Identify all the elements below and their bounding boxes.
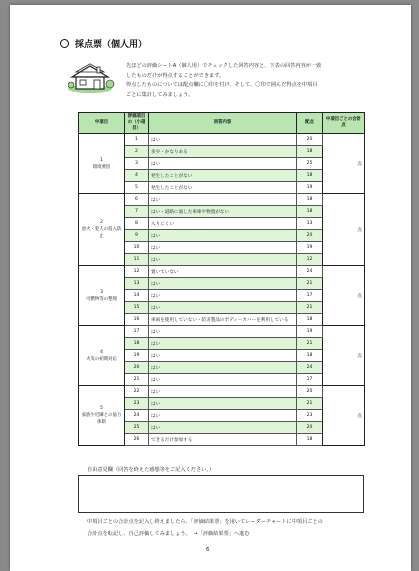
table-row <box>79 326 365 338</box>
question-number: 21 <box>125 374 149 386</box>
answer-cell: はい <box>149 338 297 350</box>
question-number: 7 <box>125 206 149 218</box>
answer-cell: はい <box>149 422 297 434</box>
header-subtotal: 中項目ごとの合計点 <box>323 113 365 134</box>
category-number: 3 <box>100 289 103 295</box>
answer-cell: はい <box>149 158 297 170</box>
category-cell <box>79 134 125 194</box>
question-number: 17 <box>125 326 149 338</box>
answer-cell: 発生したことがない <box>149 182 297 194</box>
answer-cell: はい <box>149 290 297 302</box>
question-number: 20 <box>125 362 149 374</box>
free-comment-box[interactable] <box>78 475 364 513</box>
subtotal-cell[interactable]: 点 <box>323 194 365 266</box>
subtotal-cell[interactable]: 点 <box>323 134 365 194</box>
answer-cell: はい <box>149 278 297 290</box>
category-name: 可燃物等の整理 <box>86 296 117 302</box>
answer-cell: はい <box>149 374 297 386</box>
points-cell: 18 <box>297 206 323 218</box>
question-number: 3 <box>125 158 149 170</box>
question-number: 12 <box>125 266 149 278</box>
points-cell: 12 <box>297 254 323 266</box>
answer-cell: はい <box>149 230 297 242</box>
points-cell: 20 <box>297 230 323 242</box>
question-number: 15 <box>125 302 149 314</box>
question-number: 10 <box>125 242 149 254</box>
header-question: 評価項目の（小項目） <box>125 113 149 134</box>
answer-cell: はい <box>149 386 297 398</box>
score-table-body <box>79 134 365 446</box>
points-cell: 18 <box>297 314 323 326</box>
points-cell: 19 <box>297 182 323 194</box>
points-cell: 18 <box>297 194 323 206</box>
question-number: 2 <box>125 146 149 158</box>
answer-cell: できるだけ参加する <box>149 434 297 446</box>
points-cell: 20 <box>297 386 323 398</box>
answer-cell: はい <box>149 242 297 254</box>
category-number: 5 <box>100 406 103 411</box>
category-name: 環境要因 <box>92 164 111 170</box>
category-cell <box>79 266 125 326</box>
points-cell: 21 <box>297 302 323 314</box>
points-cell: 23 <box>297 410 323 422</box>
points-cell: 21 <box>297 338 323 350</box>
question-number: 4 <box>125 170 149 182</box>
answer-cell: はい <box>149 410 297 422</box>
question-number: 19 <box>125 350 149 362</box>
header-answer: 回答内容 <box>149 113 297 134</box>
subtotal-cell[interactable]: 点 <box>323 266 365 326</box>
header-points: 配点 <box>297 113 323 134</box>
header-category: 中項目 <box>79 113 125 134</box>
outro-line: 合計点を転記し、自己評価してみましょう。 →「評価結果票」へ進む <box>87 531 250 537</box>
answer-cell: はい <box>149 254 297 266</box>
question-number: 26 <box>125 434 149 446</box>
intro-line: 得点したものについては配点欄に〇印を付け、そして、〇印で囲んだ得点を中項目 <box>126 82 318 89</box>
answer-cell: はい・道路に面した車庫や物置がない <box>149 206 297 218</box>
house-illustration-icon <box>68 63 116 93</box>
page-number: 6 <box>206 547 210 553</box>
answer-cell: はい <box>149 398 297 410</box>
question-number: 18 <box>125 338 149 350</box>
answer-cell: はい <box>149 326 297 338</box>
answer-cell: はい <box>149 362 297 374</box>
answer-cell: はい <box>149 350 297 362</box>
points-cell: 18 <box>297 434 323 446</box>
points-cell: 18 <box>297 350 323 362</box>
answer-cell: 車両を使用していない・防炎製品のボディーカバーを利用している <box>149 314 297 326</box>
table-row <box>79 134 365 146</box>
question-number: 6 <box>125 194 149 206</box>
points-cell: 17 <box>297 374 323 386</box>
question-number: 22 <box>125 386 149 398</box>
outro-line: 中項目ごとの合計点を記入し終えましたら、「評価結果票」を用いてレーダーチャートに中項目ごとの <box>87 519 323 525</box>
answer-cell: 置いていない <box>149 266 297 278</box>
subtotal-cell[interactable]: 点 <box>323 386 365 446</box>
subtotal-cell[interactable]: 点 <box>323 326 365 386</box>
category-name: 放火・犯人の侵入防止 <box>81 227 122 239</box>
intro-line: 先ほどの評価シートA（個人用）でチェックした回答内容と、下表の回答内容が一致 <box>126 63 322 69</box>
question-number: 1 <box>125 134 149 146</box>
free-comment-label: 自由意見欄（回答を終えた感想等をご記入ください。） <box>87 467 215 473</box>
category-number: 2 <box>100 220 103 225</box>
question-number: 14 <box>125 290 149 302</box>
score-table <box>78 112 365 446</box>
table-row <box>79 386 365 398</box>
points-cell: 17 <box>297 290 323 302</box>
points-cell: 19 <box>297 242 323 254</box>
question-number: 5 <box>125 182 149 194</box>
points-cell: 21 <box>297 278 323 290</box>
question-number: 16 <box>125 314 149 326</box>
outro-text <box>87 516 377 540</box>
question-number: 11 <box>125 254 149 266</box>
intro-line: したものだけが得点することができます。 <box>126 72 225 79</box>
category-name: 火災の初期対応 <box>86 356 117 362</box>
category-number: 4 <box>100 349 103 355</box>
page-title <box>60 37 147 50</box>
circle-bullet-icon <box>60 39 69 48</box>
table-row <box>79 194 365 206</box>
points-cell: 18 <box>297 170 323 182</box>
intro-line: ごとに集計してみましょう。 <box>126 91 194 98</box>
question-number: 23 <box>125 398 149 410</box>
category-cell <box>79 326 125 386</box>
question-number: 25 <box>125 422 149 434</box>
answer-cell: はい <box>149 302 297 314</box>
category-cell <box>79 194 125 266</box>
points-cell: 19 <box>297 326 323 338</box>
page-title-text: 採点票（個人用） <box>75 40 148 50</box>
points-cell: 24 <box>297 266 323 278</box>
question-number: 13 <box>125 278 149 290</box>
question-number: 8 <box>125 218 149 230</box>
answer-cell: はい <box>149 194 297 206</box>
document-page <box>10 5 411 571</box>
answer-cell: 多少・かなりある <box>149 146 297 158</box>
intro-text <box>126 62 366 100</box>
points-cell: 18 <box>297 146 323 158</box>
table-header-row <box>79 113 365 134</box>
answer-cell: はい <box>149 134 297 146</box>
category-name: 家族や近隣との協力体制 <box>81 413 122 425</box>
answer-cell: 入りにくい <box>149 218 297 230</box>
table-row <box>79 266 365 278</box>
points-cell: 24 <box>297 362 323 374</box>
question-number: 24 <box>125 410 149 422</box>
question-number: 9 <box>125 230 149 242</box>
category-number: 1 <box>100 157 103 163</box>
points-cell: 20 <box>297 422 323 434</box>
points-cell: 25 <box>297 158 323 170</box>
points-cell: 20 <box>297 134 323 146</box>
points-cell: 21 <box>297 398 323 410</box>
points-cell: 13 <box>297 218 323 230</box>
category-cell <box>79 386 125 446</box>
answer-cell: 発生したことがない <box>149 170 297 182</box>
